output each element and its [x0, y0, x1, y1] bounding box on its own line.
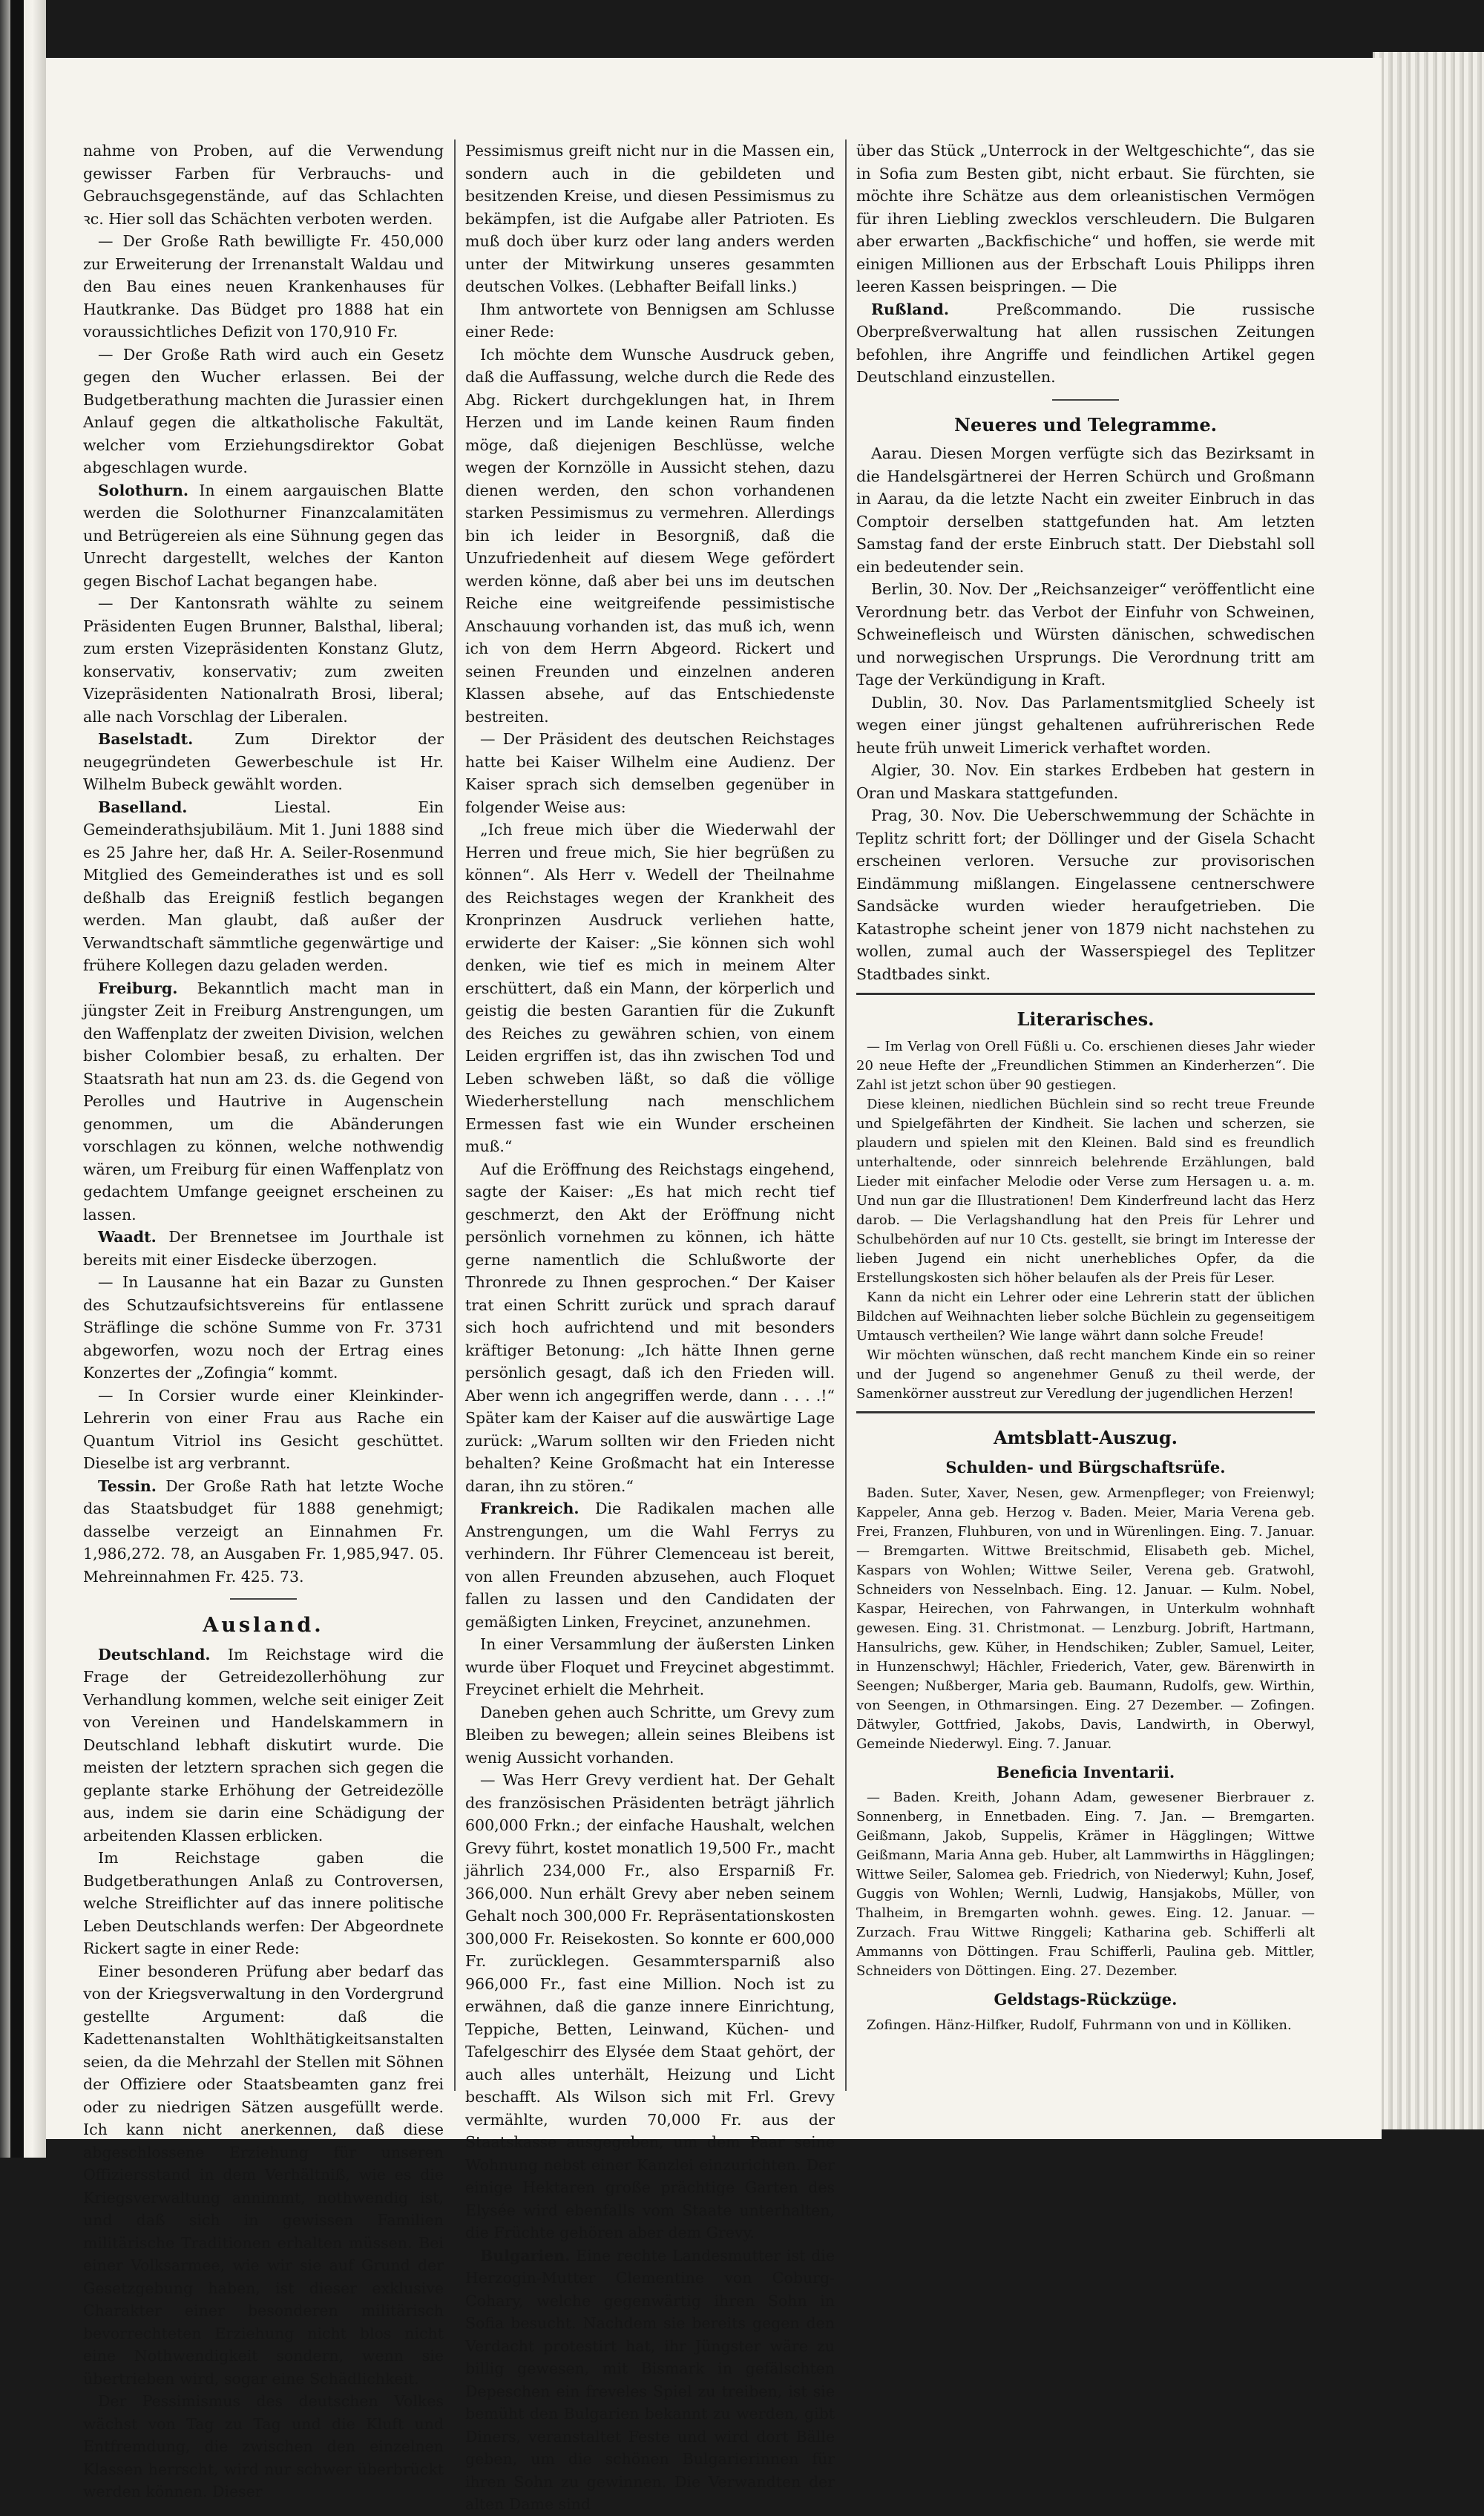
paragraph-text: — Der Kantonsrath wählte zu seinem Präsidenten Eugen Brunner, Balsthal, liberal; zum ersten Vizepräsidenten Konstanz Glutz, konservativ, konservativ; zum zweiten Vizepräsidenten Nationalrath Brosi, liberal; alle nach Vorschlag der Liberalen. [83, 594, 444, 726]
subheading-geldstags: Geldstags-Rückzüge. [994, 1990, 1178, 2008]
article-paragraph [856, 1788, 1315, 1981]
subheading-schulden: Schulden- und Bürgschaftsrüfe. [945, 1458, 1226, 1477]
paragraph-text: In einer Versammlung der äußersten Linken wurde über Floquet und Freycinet abgestimmt. Freycinet erhielt die Mehrheit. [465, 1635, 835, 1698]
column-2 [465, 139, 835, 2513]
section-divider [230, 1598, 297, 1600]
place-keyword: Frankreich. [480, 1500, 580, 1517]
page-edges [1373, 52, 1484, 2129]
article-paragraph [83, 344, 444, 479]
paragraph-text: — Im Verlag von Orell Füßli u. Co. erschienen dieses Jahr wieder 20 neue Hefte der „Freundlichen Stimmen an Kinderherzen“. Die Zahl ist jetzt schon über 90 gestiegen. [856, 1038, 1315, 1093]
book-gutter [0, 0, 46, 2158]
newspaper-page [46, 58, 1382, 2513]
paragraph-text: Kann da nicht ein Lehrer oder eine Lehrerin statt der üblichen Bildchen auf Weihnachten lieber solche Büchlein zu gegenseitigem Umtausch vertheilen? Wie lange währt dann solche Freude! [856, 1289, 1315, 1344]
column-1 [83, 139, 444, 2500]
article-paragraph [83, 1226, 444, 1271]
paragraph-text: Diese kleinen, niedlichen Büchlein sind so recht treue Freunde und Spielgefährten der Kindheit. Sie lachen und scherzen, sie plaudern und spielen mit den Kleinen. Bald sind es freundlich unterhaltende, oder sinnreich belehrende Erzählungen, bald Lieder mit einfacher Melodie oder Verse zum Hersagen u. a. m. Und nun gar die Illustrationen! Dem Kinderfreund lacht das Herz darob. — Die Verlagshandlung hat den Preis für Lehrer und Schulbehörden auf nur 10 Cts. gestellt, sie bringt im Interesse der lieben Jugend ein nicht unerhebliches Opfer, da die Erstellungskosten sich höher belaufen als der Preis für Leser. [856, 1096, 1315, 1286]
paragraph-text: Dublin, 30. Nov. Das Parlamentsmitglied Scheely ist wegen einer jüngst gehaltenen aufrührerischen Rede heute früh unweit Limerick verhaftet worden. [856, 693, 1315, 757]
paragraph-text: Zum Direktor der neugegründeten Gewerbeschule ist Hr. Wilhelm Bubeck gewählt worden. [83, 730, 444, 793]
paragraph-text: Die Radikalen machen alle Anstrengungen, um die Wahl Ferrys zu verhindern. Ihr Führer Clemenceau ist bereit, von allen Freunden abzusehen, auch Floquet fallen zu lassen und den Candidaten der gemäßigten Linken, Freycinet, anzunehmen. [465, 1500, 835, 1631]
place-keyword: Solothurn. [98, 481, 189, 499]
paragraph-text: „Ich freue mich über die Wiederwahl der Herren und freue mich, Sie hier begrüßen zu können“. Als Herr v. Wedell der Theilnahme des Reichstages wegen der Krankheit des Kronprinzen Ausdruck verliehen hatte, erwiderte der Kaiser: „Sie können sich wohl denken, wie tief es mich in meinem Alter erschüttert, daß ein Mann, der körperlich und geistig die besten Garantien für die Zukunft des Reiches zu gewähren schien, von einem Leiden ergriffen ist, das ihn zwischen Tod und Leben schweben läßt, so daß die völlige Wiederherstellung nach menschlichem Ermessen fast wie ein Wunder erscheinen muß.“ [465, 821, 835, 1155]
paragraph-text: über das Stück „Unterrock in der Weltgeschichte“, das sie in Sofia zum Besten gibt, nicht erbaut. Sie fürchten, sie möchte ihre Schätze aus dem orleanistischen Vermögen für ihren Liebling zwecklos verschleudern. Die Bulgaren aber erwarten „Backfischiche“ und hoffen, sie werde mit einigen Millionen aus der Erbschaft Louis Philipps ihren leeren Kassen beispringen. — Die [856, 142, 1315, 295]
paragraph-text: Im Reichstage gaben die Budgetberathungen Anlaß zu Controversen, welche Streiflichter auf das innere politische Leben Deutschlands werfen: Der Abgeordnete Rickert sagte in einer Rede: [83, 1849, 444, 1957]
article-paragraph [856, 759, 1315, 804]
article-paragraph [465, 344, 835, 729]
article-paragraph [83, 592, 444, 728]
article-paragraph [83, 1475, 444, 1589]
place-keyword: Waadt. [98, 1228, 157, 1246]
article-paragraph [856, 1346, 1315, 1404]
article-paragraph [83, 1643, 444, 1847]
section-divider [856, 1411, 1315, 1413]
article-paragraph [465, 2244, 835, 2516]
gutter-shadow [10, 0, 24, 2158]
paragraph-text: Einer besonderen Prüfung aber bedarf das von der Kriegsverwaltung in den Vordergrund gestellte Argument: daß die Kadettenanstalten Wohlthätigkeitsanstalten seien, da die Mehrzahl der Stellen mit Söhnen der Offiziere oder Staatsbeamten ganz frei oder zu niedrigen Sätzen ausgefüllt werde. Ich kann nicht anerkennen, daß diese abgeschlossene Erziehung für unseren Offiziersstand in dem Verhältniß, wie es die Kriegsverwaltung annimmt, nothwendig ist, und daß sich in gewissen Familien militärische Traditionen erhalten müssen. Bei einer Volksarmee, wie wir sie auf Grund der Gesetzgebung haben, ist dieser exklusive Charakter einer besonderen militärisch bevorrechteten Erziehung nicht blos nicht eine Nothwendigkeit sondern, wenn sie übertrieben wird, sogar eine Schädlichkeit. [83, 1962, 444, 2388]
paragraph-text: Liestal. Ein Gemeinderathsjubiläum. Mit 1. Juni 1888 sind es 25 Jahre her, daß Hr. A. Seiler-Rosenmund Mitglied des Gemeinderathes ist und es soll deßhalb das Ereigniß festlich begangen werden. Man glaubt, daß außer der Verwandtschaft sämmtliche gegenwärtige und frühere Kollegen dazu geladen werden. [83, 798, 444, 974]
place-keyword: Baselland. [98, 798, 188, 816]
article-paragraph [856, 1037, 1315, 1095]
place-keyword: Bulgarien. [480, 2246, 571, 2264]
place-keyword: Rußland. [871, 300, 949, 318]
paragraph-text: Bekanntlich macht man in jüngster Zeit in Freiburg Anstrengungen, um den Waffenplatz der zweiten Division, welchen bisher Colombier besaß, zu erhalten. Der Staatsrath hat nun am 23. ds. die Gegend von Perolles und Hautrive in Augenschein genommen, um die Abänderungen vorschlagen zu können, welche nothwendig wären, um Freiburg für einen Waffenplatz von gedachtem Umfange geeignet erscheinen zu lassen. [83, 979, 444, 1223]
column-3 [856, 139, 1315, 2106]
place-keyword: Tessin. [98, 1477, 157, 1495]
article-paragraph [465, 728, 835, 818]
paragraph-text: — Der Große Rath bewilligte Fr. 450,000 zur Erweiterung der Irrenanstalt Waldau und den Bau eines neuen Krankenhauses für Hautkranke. Das Büdget pro 1888 hat ein voraussichtliches Defizit von 170,910 Fr. [83, 232, 444, 341]
article-paragraph [856, 1095, 1315, 1288]
section-heading-amtsblatt: Amtsblatt-Auszug. [994, 1426, 1178, 1448]
article-paragraph [856, 2016, 1315, 2035]
subheading-beneficia: Beneficia Inventarii. [996, 1762, 1175, 1781]
paragraph-text: nahme von Proben, auf die Verwendung gewisser Farben für Verbrauchs- und Gebrauchsgegenstände, auf das Schlachten ꝛc. Hier soll das Schächten verboten werden. [83, 142, 444, 228]
column-rule [845, 139, 847, 2091]
article-paragraph [83, 1847, 444, 1960]
article-paragraph [856, 1484, 1315, 1754]
article-paragraph [856, 578, 1315, 692]
paragraph-text: Prag, 30. Nov. Die Ueberschwemmung der Schächte in Teplitz schritt fort; der Döllinger und der Gisela Schacht erscheinen verloren. Versuche zur provisorischen Eindämmung mißlangen. Eingelassene centnerschwere Sandsäcke wurden wieder heraufgetrieben. Die Katastrophe scheint jener von 1879 nicht nachstehen zu wollen, zumal auch der Wasserspiegel des Teplitzer Stadtbades sinkt. [856, 807, 1315, 983]
paragraph-text: Eine rechte Landesmutter ist die Herzogin-Mutter Clementine von Coburg-Cohary, welche gegenwärtig ihren Sohn in Sofia besucht. Nachdem sie bereits gegen den Verdacht protestirt hat, ihr Jüngster wäre zu billig gewesen, mit Bismark in gefälschten Depeschen ein freveles Spiel zu treiben, ist sie bemüht den Bulgarien bekannt zu werden, gibt Diners, veranstaltet Feste und wird dort Bälle geben, um die schönen Bulgarierinnen für ihren Sohn zu gewinnen. Die Verwandten der alten Dame sind [465, 2246, 835, 2513]
paragraph-text: Algier, 30. Nov. Ein starkes Erdbeben hat gestern in Oran und Maskara stattgefunden. [856, 761, 1315, 802]
article-paragraph [465, 1769, 835, 2244]
article-paragraph [856, 692, 1315, 760]
article-paragraph [83, 1960, 444, 2391]
article-paragraph [856, 298, 1315, 389]
article-paragraph [465, 1701, 835, 1770]
paragraph-text: Pessimismus greift nicht nur in die Massen ein, sondern auch in die gebildeten und besitzenden Kreise, und diesen Pessimismus zu bekämpfen, ist die Aufgabe aller Patrioten. Es muß doch über kurz oder lang anders werden unter der Mitwirkung unseres gesammten deutschen Volkes. (Lebhafter Beifall links.) [465, 142, 835, 295]
paragraph-text: Zofingen. Hänz-Hilfker, Rudolf, Fuhrmann von und in Kölliken. [867, 2017, 1292, 2033]
section-heading-neueres: Neueres und Telegramme. [954, 413, 1217, 436]
place-keyword: Baselstadt. [98, 730, 194, 748]
article-paragraph [856, 139, 1315, 298]
article-paragraph [856, 804, 1315, 985]
section-divider [1052, 399, 1119, 401]
article-paragraph [465, 1497, 835, 1633]
paragraph-text: — In Lausanne hat ein Bazar zu Gunsten des Schutzaufsichtsvereins für entlassene Sträflinge die schöne Summe von Fr. 3731 abgeworfen, wozu noch der Ertrag eines Konzertes der „Zofingia“ kommt. [83, 1273, 444, 1382]
column-rule [454, 139, 456, 2091]
place-keyword: Deutschland. [98, 1645, 211, 1663]
section-heading-ausland: Ausland. [203, 1614, 324, 1637]
article-paragraph [83, 230, 444, 344]
article-paragraph [83, 1271, 444, 1385]
paragraph-text: In einem aargauischen Blatte werden die Solothurner Finanzcalamitäten und Betrügereien als eine Sühnung gegen das Unrecht dargestellt, welches der Kanton gegen Bischof Lachat begangen habe. [83, 481, 444, 590]
paragraph-text: Auf die Eröffnung des Reichstags eingehend, sagte der Kaiser: „Es hat mich recht tief geschmerzt, den Akt der Eröffnung nicht persönlich vornehmen zu können, ich hätte gerne namentlich die Schlußworte der Thronrede zu Ihnen gesprochen.“ Der Kaiser trat einen Schritt zurück und sprach darauf sich hoch aufrichtend und mit besonders kräftiger Betonung: „Ich hätte Ihnen gerne persönlich gesagt, daß ich den Frieden will. Aber wenn ich angegriffen werde, dann . . . .!“ Später kam der Kaiser auf die auswärtige Lage zurück: „Warum sollten wir den Frieden nicht behalten? Keine Großmacht hat ein Interesse daran, ihn zu stören.“ [465, 1160, 835, 1495]
place-keyword: Freiburg. [98, 979, 178, 997]
article-paragraph [856, 1288, 1315, 1346]
paragraph-text: — In Corsier wurde einer Kleinkinder-Lehrerin von einer Frau aus Rache ein Quantum Vitriol ins Gesicht geschüttet. Dieselbe ist arg verbrannt. [83, 1386, 444, 1472]
paragraph-text: Berlin, 30. Nov. Der „Reichsanzeiger“ veröffentlicht eine Verordnung betr. das Verbot der Einfuhr von Schweinen, Schweinefleisch und Würsten dänischen, schwedischen und norwegischen Ursprungs. Die Verordnung tritt am Tage der Verkündigung in Kraft. [856, 580, 1315, 689]
paragraph-text: Der Pessimismus des deutschen Volkes wächst von Tag zu Tag und die Kluft und Entfremdung, die zwischen den einzelnen Klassen herrscht, wird nur schwer überbrückt werden können. Dieser [83, 2392, 444, 2500]
paragraph-text: Der Brennetsee im Jourthale ist bereits mit einer Eisdecke überzogen. [83, 1228, 444, 1269]
article-paragraph [465, 139, 835, 298]
paragraph-text: Der Große Rath hat letzte Woche das Staatsbudget für 1888 genehmigt; dasselbe verzeigt an Einnahmen Fr. 1,986,272. 78, an Ausgaben Fr. 1,985,947. 05. Mehreinnahmen Fr. 425. 73. [83, 1477, 444, 1586]
section-heading-literarisches: Literarisches. [1017, 1008, 1155, 1030]
paragraph-text: — Der Präsident des deutschen Reichstages hatte bei Kaiser Wilhelm eine Audienz. Der Kaiser sprach sich demselben gegenüber in folgender Weise aus: [465, 730, 835, 816]
paragraph-text: Preßcommando. Die russische Oberpreßverwaltung hat allen russischen Zeitungen befohlen, ihre Angriffe und feindlichen Artikel gegen Deutschland einzustellen. [856, 300, 1315, 386]
section-divider [856, 993, 1315, 995]
article-paragraph [83, 1385, 444, 1475]
paragraph-text: Wir möchten wünschen, daß recht manchem Kinde ein so reiner und der Jugend so angenehmer Genuß zu theil werde, der Samenkörner ausstreut zur Veredlung der jugendlichen Herzen! [856, 1347, 1315, 1402]
paragraph-text: Ihm antwortete von Bennigsen am Schlusse einer Rede: [465, 300, 835, 341]
article-paragraph [83, 139, 444, 230]
paragraph-text: — Baden. Kreith, Johann Adam, gewesener Bierbrauer z. Sonnenberg, in Ennetbaden. Eing. 7. Jan. — Bremgarten. Geißmann, Jakob, Suppelis, Krämer in Hägglingen; Wittwe Geißmann, Maria Anna geb. Huber, alt Lammwirths in Hägglingen; Wittwe Seiler, Salomea geb. Friedrich, von Niederwyl; Kuhn, Josef, Guggis von Wohlen; Wernli, Ludwig, Hansjakobs, Müller, von Thalheim, in Bremgarten wohnh. gewes. Eing. 12. Januar. — Zurzach. Frau Wittwe Ringgeli; Katharina geb. Schifferli alt Ammanns von Döttingen. Frau Schifferli, Paulina geb. Mittler, Schneiders von Döttingen. Eing. 27. Dezember. [856, 1790, 1315, 1979]
paragraph-text: Im Reichstage wird die Frage der Getreidezollerhöhung zur Verhandlung kommen, welche seit einiger Zeit von Vereinen und Handelskammern in Deutschland lebhaft diskutirt wurde. Die meisten der letztern sprachen sich gegen die geplante starke Erhöhung der Getreidezölle aus, indem sie darin eine Schädigung der arbeitenden Klassen erblicken. [83, 1645, 444, 1845]
article-paragraph [83, 977, 444, 1226]
paragraph-text: Daneben gehen auch Schritte, um Grevy zum Bleiben zu bewegen; allein seines Bleibens ist wenig Aussicht vorhanden. [465, 1703, 835, 1767]
article-paragraph [465, 818, 835, 1158]
article-paragraph [465, 1633, 835, 1701]
paragraph-text: — Der Große Rath wird auch ein Gesetz gegen den Wucher erlassen. Bei der Budgetberathung machten die Jurassier einen Anlauf gegen die altkatholische Fakultät, welcher vom Erziehungsdirektor Gobat abgeschlagen wurde. [83, 345, 444, 476]
article-paragraph [465, 298, 835, 344]
paragraph-text: Ich möchte dem Wunsche Ausdruck geben, daß die Auffassung, welche durch die Rede des Abg. Rickert durchgeklungen hat, in Ihrem Herzen und im Lande keinen Raum finden möge, daß diejenigen Beschlüsse, welche wegen der Kornzölle in Aussicht stehen, dazu dienen werden, den schon vorhandenen starken Pessimismus zu vermehren. Allerdings bin ich leider in Besorgniß, daß die Unzufriedenheit auf diesem Wege gefördert werden könne, daß aber bei uns im deutschen Reiche eine weitgreifende pessimistische Anschauung vorhanden ist, das muß ich, wenn ich von dem Herrn Abgeord. Rickert und seinen Freunden und einzelnen anderen Klassen absehe, auf das Entschiedenste bestreiten. [465, 345, 835, 726]
article-paragraph [83, 2390, 444, 2503]
article-paragraph [83, 479, 444, 593]
paragraph-text: Baden. Suter, Xaver, Nesen, gew. Armenpfleger; von Freienwyl; Kappeler, Anna geb. Herzog v. Baden. Meier, Maria Verena geb. Frei, Franzen, Fluhburen, von und in Würenlingen. Eing. 7. Januar. — Bremgarten. Wittwe Breitschmid, Elisabeth geb. Michel, Kaspars von Wohlen; Wittwe Seiler, Verena geb. Gratwohl, Schneiders von Nesselnbach. Eing. 12. Januar. — Kulm. Nobel, Kaspar, Heirechen, von Fahrwangen, in Unterkulm wohnhaft gewesen. Eing. 31. Christmonat. — Lenzburg. Jobrift, Hartmann, Hansulrichs, gew. Küher, in Hendschiken; Zubler, Samuel, Leiter, in Hunzenschwyl; Hächler, Friederich, Vater, gew. Bärenwirth in Seengen; Nußberger, Maria geb. Baumann, Rudolfs, gew. Wirthin, von Seengen, in Othmarsingen. Eing. 27 Dezember. — Zofingen. Dätwyler, Gottfried, Jakobs, Davis, Landwirth, in Oberwyl, Gemeinde Niederwyl. Eing. 7. Januar. [856, 1485, 1315, 1752]
article-paragraph [83, 728, 444, 796]
article-paragraph [465, 1158, 835, 1498]
article-paragraph [83, 796, 444, 977]
article-paragraph [856, 442, 1315, 578]
paragraph-text: — Was Herr Grevy verdient hat. Der Gehalt des französischen Präsidenten beträgt jährlich 600,000 Frkn.; der einfache Haushalt, welchen Grevy führt, kostet monatlich 19,500 Fr., macht jährlich 234,000 Fr., also Ersparniß Fr. 366,000. Nun erhält Grevy aber neben seinem Gehalt noch 300,000 Fr. Repräsentationskosten 300,000 Fr. Reisekosten. So konnte er 600,000 Fr. zurücklegen. Gesammtersparniß also 966,000 Fr., fast eine Million. Noch ist zu erwähnen, daß die ganze innere Einrichtung, Teppiche, Betten, Leinwand, Küchen- und Tafelgeschirr des Elysée dem Staat gehört, der auch alles unterhält, Heizung und Licht beschafft. Als Wilson sich mit Frl. Grevy vermählte, wurden 70,000 Fr. aus der Staatskasse ausgegeben, um dem Paar seine Wohnung nebst einer Kanzlei einzurichten. Der einige Hektaren große prächtige Garten des Elysée wird ebenfalls vom Staate unterhalten, die Früchte gehören aber dem Grevy. [465, 1771, 835, 2241]
paragraph-text: Aarau. Diesen Morgen verfügte sich das Bezirksamt in die Handelsgärtnerei der Herren Schürch und Großmann in Aarau, da die letzte Nacht ein zweiter Einbruch in das Comptoir derselben stattgefunden hat. Am letzten Samstag fand der erste Einbruch statt. Der Diebstahl soll ein bedeutender sein. [856, 444, 1315, 576]
